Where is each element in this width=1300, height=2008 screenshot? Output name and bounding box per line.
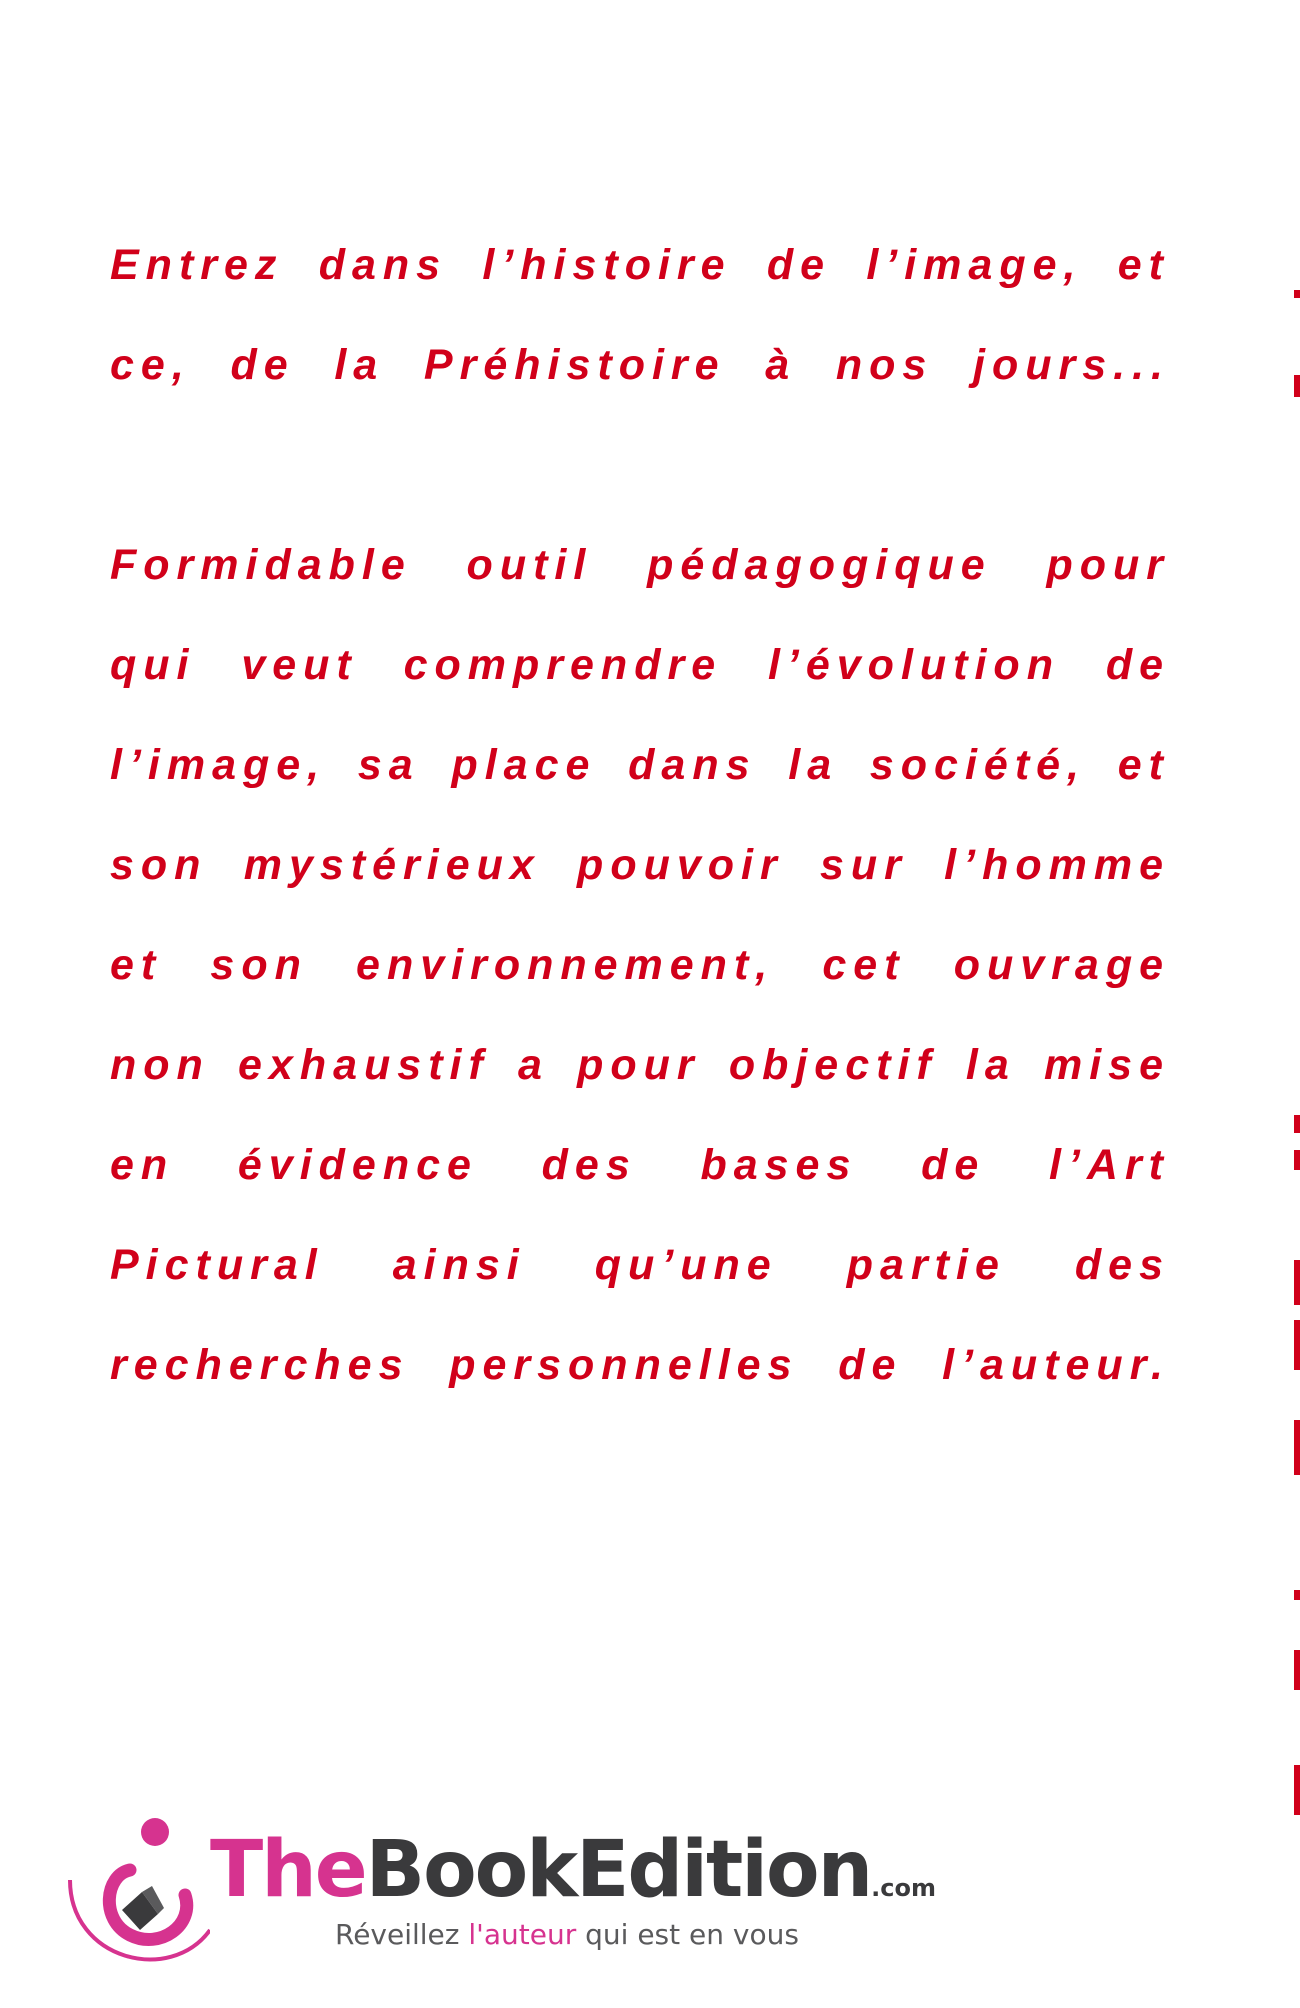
description-line: son mystérieux pouvoir sur l’homme <box>110 841 1170 889</box>
description-line: recherches personnelles de l’auteur. <box>110 1341 1170 1389</box>
description-line: Formidable outil pédagogique pour <box>110 541 1170 589</box>
description-line: et son environnement, cet ouvrage <box>110 941 1170 989</box>
spine-fragment <box>1294 1765 1300 1815</box>
tagline-start: Réveillez <box>335 1918 469 1951</box>
spine-fragment <box>1294 1150 1300 1170</box>
tagline-end: qui est en vous <box>576 1918 799 1951</box>
brand-edition: Edition <box>576 1825 872 1915</box>
description-line: non exhaustif a pour objectif la mise <box>110 1041 1170 1089</box>
tagline-accent: l'auteur <box>468 1918 577 1951</box>
intro-paragraph <box>110 215 1170 415</box>
intro-line: Entrez dans l’histoire de l’image, et <box>110 241 1170 289</box>
spine-fragment <box>1294 1320 1300 1370</box>
spine-edge <box>1286 0 1300 2008</box>
thebookedition-logo <box>60 1810 936 1990</box>
description-paragraph <box>110 515 1170 1415</box>
description-line: qui veut comprendre l’évolution de <box>110 641 1170 689</box>
spine-fragment <box>1294 1650 1300 1690</box>
spine-fragment <box>1294 1260 1300 1305</box>
spine-fragment <box>1294 1590 1300 1600</box>
brand-wordmark <box>210 1825 936 1928</box>
description-line: Pictural ainsi qu’une partie des <box>110 1241 1170 1289</box>
spine-fragment <box>1294 290 1300 298</box>
spine-fragment <box>1294 1115 1300 1133</box>
description-line: l’image, sa place dans la société, et <box>110 741 1170 789</box>
spine-fragment <box>1294 375 1300 397</box>
spine-fragment <box>1294 1420 1300 1475</box>
intro-line: ce, de la Préhistoire à nos jours... <box>110 341 1170 389</box>
brand-tagline <box>335 1918 799 1951</box>
brand-the: The <box>210 1825 366 1915</box>
description-line: en évidence des bases de l’Art <box>110 1141 1170 1189</box>
brand-book: Book <box>365 1825 577 1915</box>
reader-figure-icon <box>60 1810 210 1980</box>
brand-domain: .com <box>871 1874 936 1902</box>
